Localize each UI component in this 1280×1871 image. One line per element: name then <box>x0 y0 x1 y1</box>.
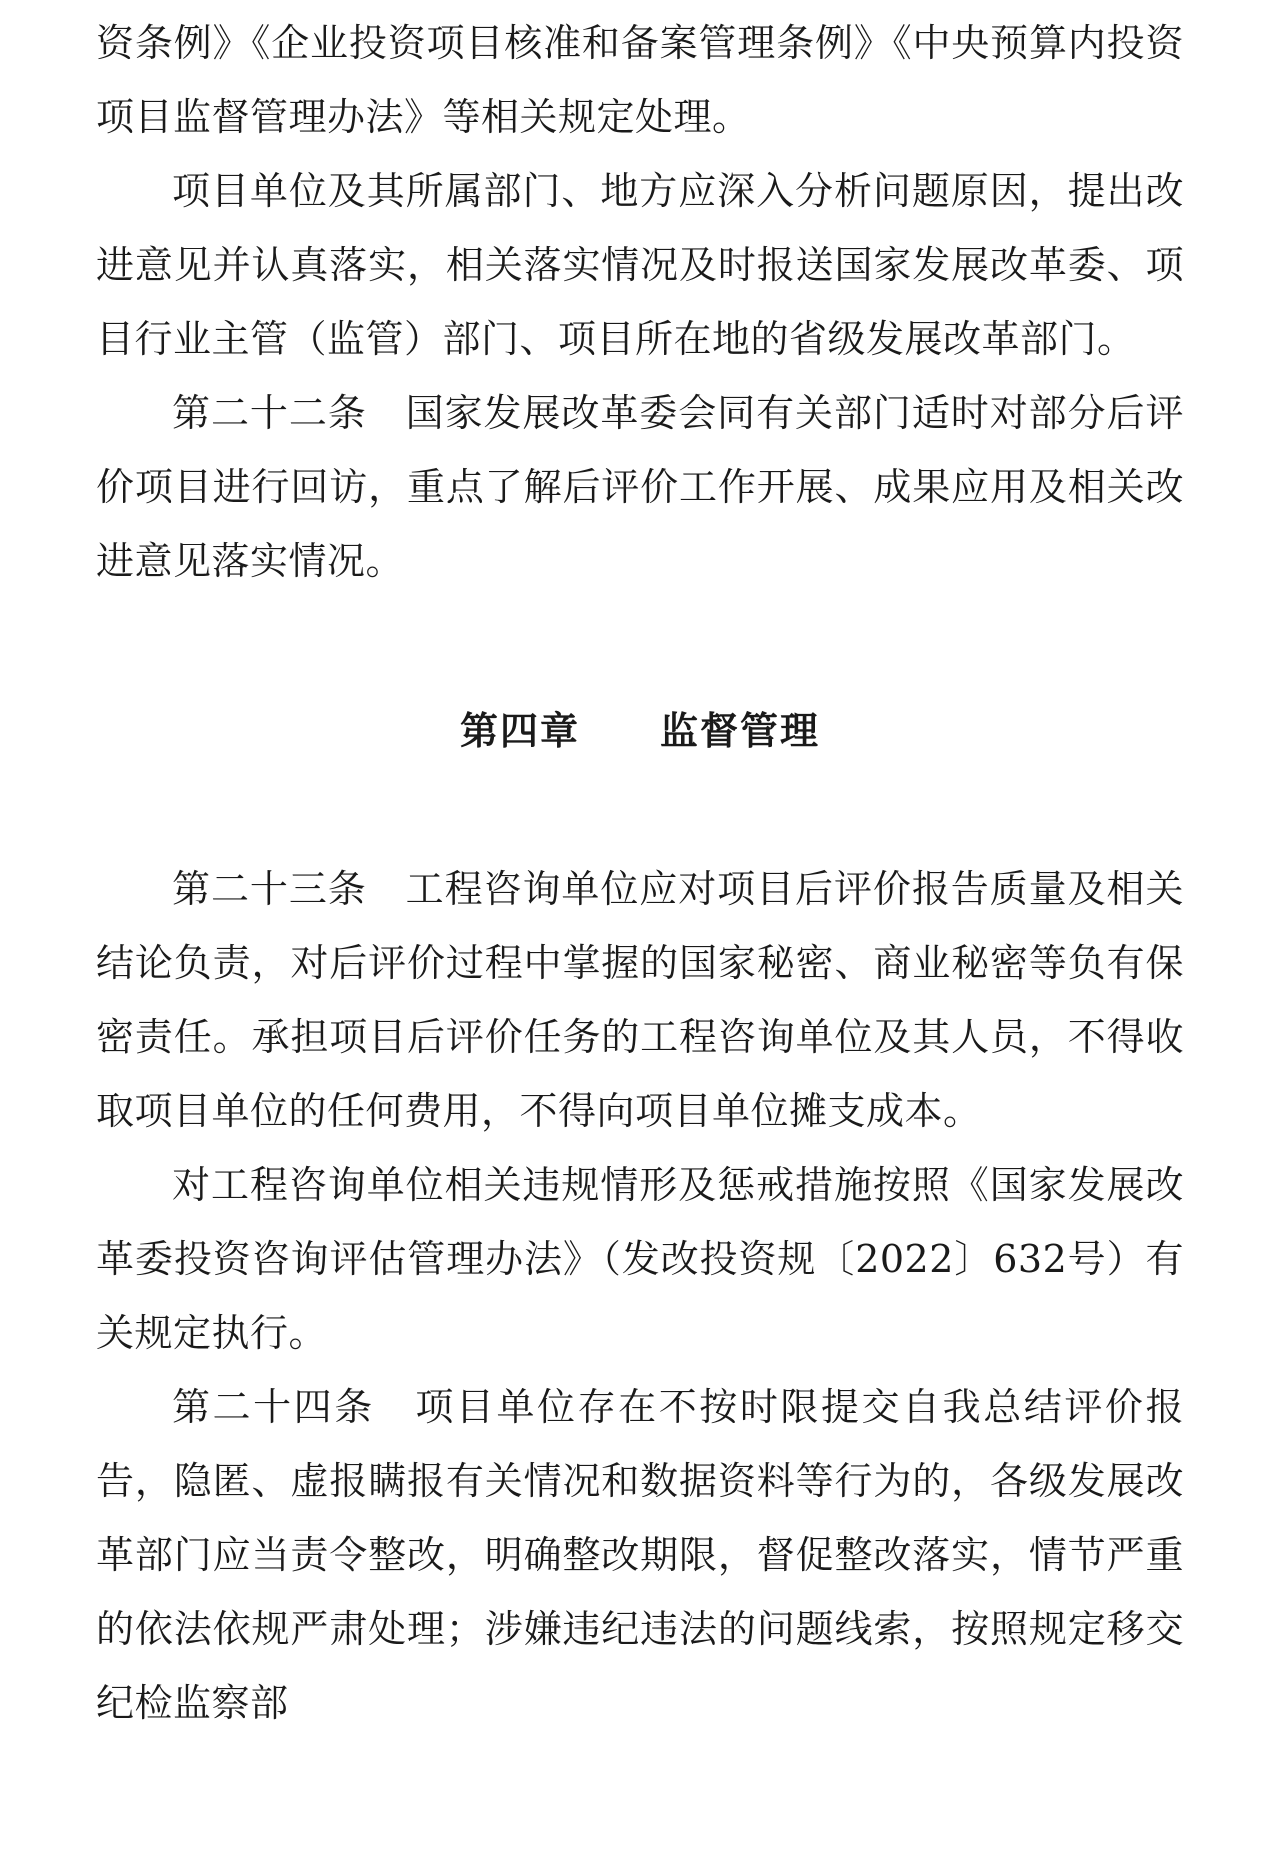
document-body <box>96 0 1184 1740</box>
paragraph-continued-regulations: 资条例》《企业投资项目核准和备案管理条例》《中央预算内投资项目监督管理办法》等相关规定处理。 <box>96 21 1184 139</box>
paragraph-article-22: 第二十二条 国家发展改革委会同有关部门适时对部分后评价项目进行回访，重点了解后评价工作开展、成果应用及相关改进意见落实情况。 <box>96 391 1184 583</box>
paragraph-article-24: 第二十四条 项目单位存在不按时限提交自我总结评价报告，隐匿、虚报瞒报有关情况和数据资料等行为的，各级发展改革部门应当责令整改，明确整改期限，督促整改落实，情节严重的依法依规严肃处理；涉嫌违纪违法的问题线索，按照规定移交纪检监察部 <box>96 1385 1184 1725</box>
spacer-above-chapter-heading <box>96 598 1184 694</box>
paragraph-project-unit-analysis: 项目单位及其所属部门、地方应深入分析问题原因，提出改进意见并认真落实，相关落实情况及时报送国家发展改革委、项目行业主管（监管）部门、项目所在地的省级发展改革部门。 <box>96 169 1184 361</box>
spacer-below-chapter-heading <box>96 768 1184 852</box>
paragraph-article-23: 第二十三条 工程咨询单位应对项目后评价报告质量及相关结论负责，对后评价过程中掌握的国家秘密、商业秘密等负有保密责任。承担项目后评价任务的工程咨询单位及其人员，不得收取项目单位的任何费用，不得向项目单位摊支成本。 <box>96 867 1184 1133</box>
chapter-heading: 第四章 监督管理 <box>459 708 820 753</box>
paragraph-violation-measures: 对工程咨询单位相关违规情形及惩戒措施按照《国家发展改革委投资咨询评估管理办法》（发改投资规〔2022〕632号）有关规定执行。 <box>96 1163 1184 1355</box>
